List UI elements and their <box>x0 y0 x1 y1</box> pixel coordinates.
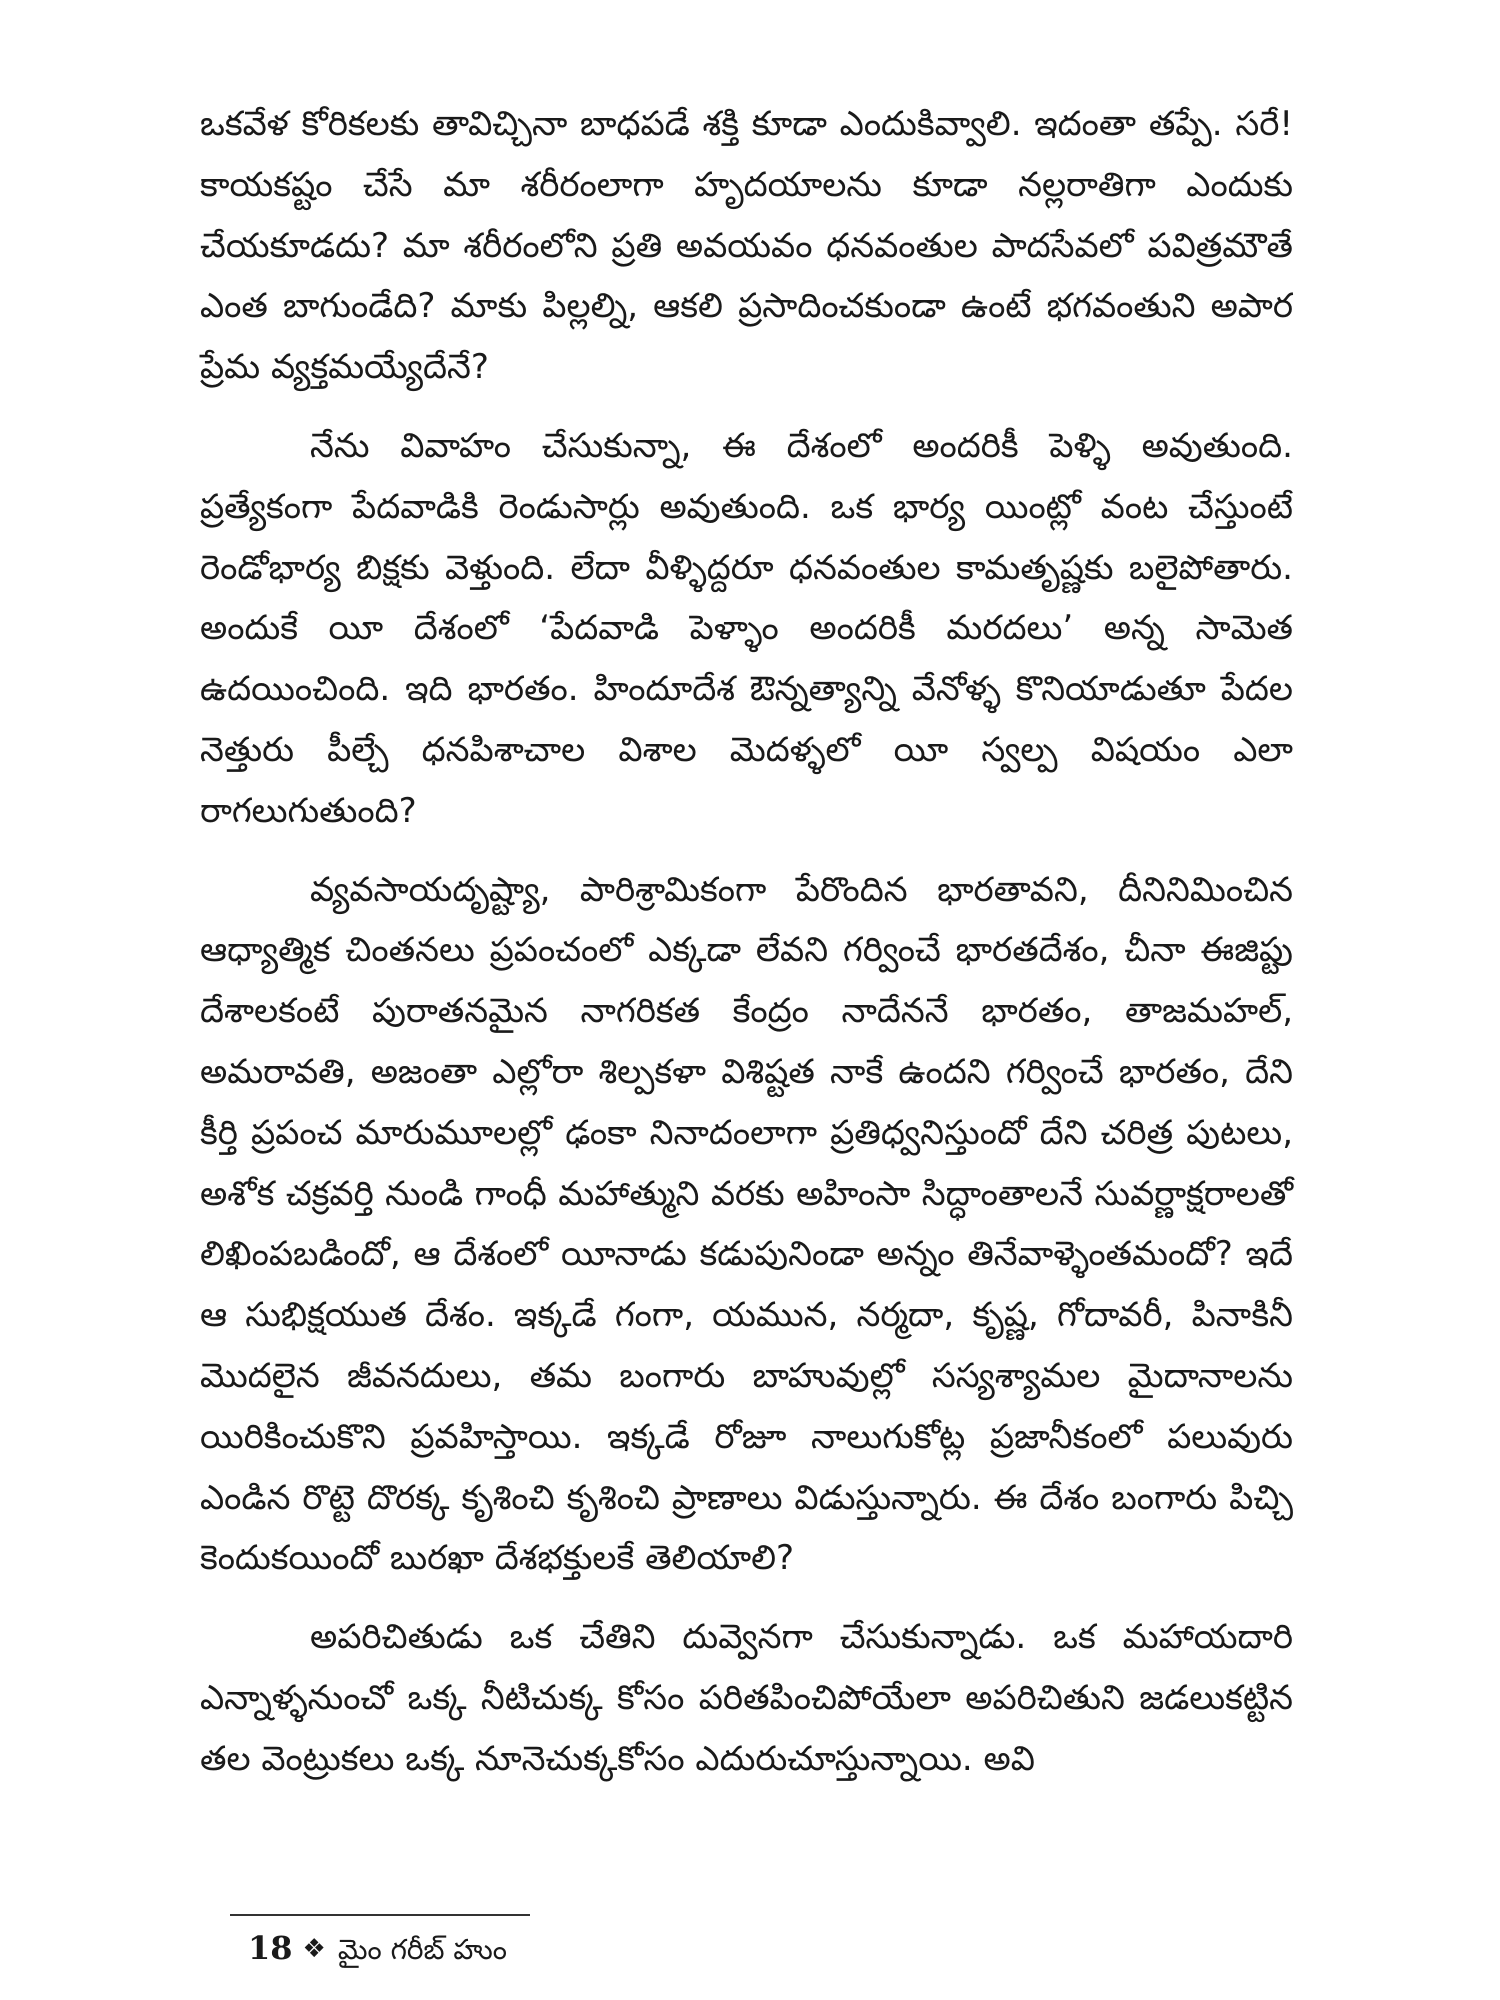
ornament-icon: ❖ <box>302 1934 326 1964</box>
page-number: 18 <box>248 1929 293 1967</box>
body-text <box>200 94 1293 1808</box>
paragraph-1: ఒకవేళ కోరికలకు తావిచ్చినా బాధపడే శక్తి కూడా ఎందుకివ్వాలి. ఇదంతా తప్పే. సరే! కాయకష్టం చేసే మా శరీరంలాగా హృదయాలను కూడా నల్లరాతిగా ఎందుకు చేయకూడదు? మా శరీరంలోని ప్రతి అవయవం ధనవంతుల పాదసేవలో పవిత్రమౌతే ఎంత బాగుండేది? మాకు పిల్లల్ని, ఆకలి ప్రసాదించకుండా ఉంటే భగవంతుని అపార ప్రేమ వ్యక్తమయ్యేదేనే? <box>200 104 1293 388</box>
paragraph-3: వ్యవసాయదృష్ట్యా, పారిశ్రామికంగా పేరొందిన భారతావని, దీనినిమించిన ఆధ్యాత్మిక చింతనలు ప్రపంచంలో ఎక్కడా లేవని గర్వించే భారతదేశం, చీనా ఈజిప్టు దేశాలకంటే పురాతనమైన నాగరికత కేంద్రం నాదేననే భారతం, తాజమహల్, అమరావతి, అజంతా ఎల్లోరా శిల్పకళా విశిష్టత నాకే ఉందని గర్వించే భారతం, దేని కీర్తి ప్రపంచ మారుమూలల్లో ఢంకా నినాదంలాగా ప్రతిధ్వనిస్తుందో దేని చరిత్ర పుటలు, అశోక చక్రవర్తి నుండి గాంధీ మహాత్ముని వరకు అహింసా సిద్ధాంతాలనే సువర్ణాక్షరాలతో లిఖింపబడిందో, ఆ దేశంలో యీనాడు కడుపునిండా అన్నం తినేవాళ్ళెంతమందో? ఇదే ఆ సుభిక్షయుత దేశం. ఇక్కడే గంగా, యమున, నర్మదా, కృష్ణ, గోదావరీ, పినాకినీ మొదలైన జీవనదులు, తమ బంగారు బాహువుల్లో సస్యశ్యామల మైదానాలను యిరికించుకొని ప్రవహిస్తాయి. ఇక్కడే రోజూ నాలుగుకోట్ల ప్రజానీకంలో పలువురు ఎండిన రొట్టె దొరక్క కృశించి కృశించి ప్రాణాలు విడుస్తున్నారు. ఈ దేశం బంగారు పిచ్చి కెందుకయిందో బురఖా దేశభక్తులకే తెలియాలి? <box>200 869 1293 1579</box>
paragraph-2: నేను వివాహం చేసుకున్నా, ఈ దేశంలో అందరికీ పెళ్ళి అవుతుంది. ప్రత్యేకంగా పేదవాడికి రెండుసార్లు అవుతుంది. ఒక భార్య యింట్లో వంట చేస్తుంటే రెండోభార్య బిక్షకు వెళ్తుంది. లేదా వీళ్ళిద్దరూ ధనవంతుల కామతృష్ణకు బలైపోతారు. అందుకే యీ దేశంలో ‘పేదవాడి పెళ్ళాం అందరికీ మరదలు’ అన్న సామెత ఉదయించింది. ఇది భారతం. హిందూదేశ ఔన్నత్యాన్ని వేనోళ్ళ కొనియాడుతూ పేదల నెత్తురు పీల్చే ధనపిశాచాల విశాల మెదళ్ళలో యీ స్వల్ప విషయం ఎలా రాగలుగుతుంది? <box>200 425 1293 831</box>
running-title: మైం గరీబ్ హుం <box>337 1933 507 1966</box>
paragraph-4: అపరిచితుడు ఒక చేతిని దువ్వెనగా చేసుకున్నాడు. ఒక మహాయదారి ఎన్నాళ్ళనుంచో ఒక్క నీటిచుక్క కోసం పరితపించిపోయేలా అపరిచితుని జడలుకట్టిన తల వెంట్రుకలు ఒక్క నూనెచుక్కకోసం ఎదురుచూస్తున్నాయి. అవి <box>200 1617 1293 1779</box>
footer-rule <box>230 1914 530 1916</box>
footer-line <box>248 1928 507 1970</box>
